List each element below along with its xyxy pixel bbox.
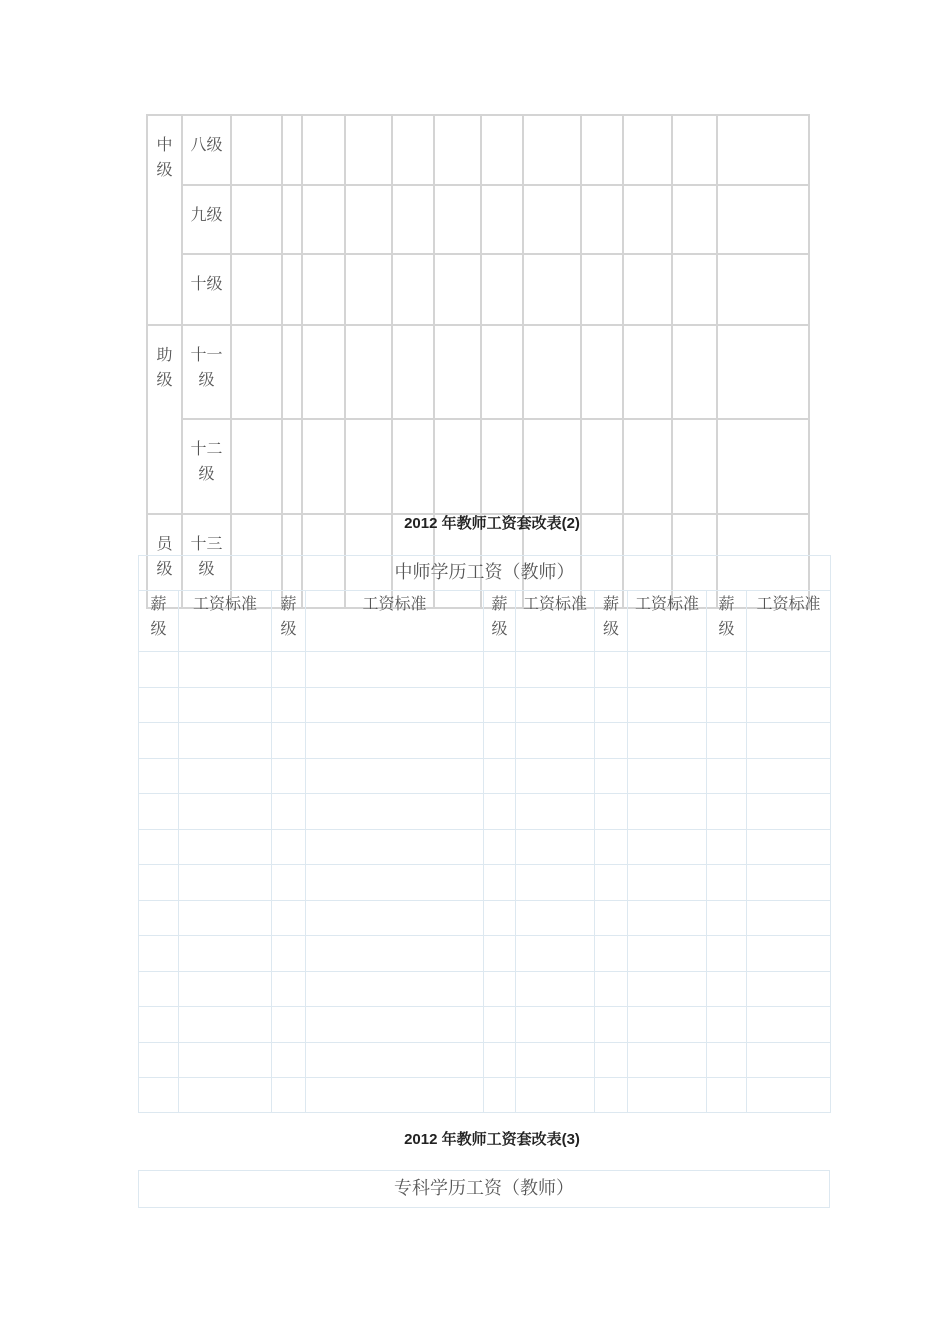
empty-cell: [179, 794, 272, 830]
grade-label: 八级: [190, 135, 223, 154]
empty-cell: [581, 115, 623, 185]
empty-cell: [272, 687, 306, 723]
empty-cell: [595, 865, 628, 901]
empty-cell: [484, 1007, 516, 1043]
empty-cell: [272, 652, 306, 688]
empty-cell: [139, 971, 179, 1007]
table-row: [139, 652, 831, 688]
empty-cell: [179, 1042, 272, 1078]
empty-cell: [272, 900, 306, 936]
empty-cell: [717, 115, 809, 185]
empty-cell: [231, 254, 282, 325]
category-label: 助级: [156, 345, 173, 389]
empty-cell: [628, 865, 707, 901]
empty-cell: [707, 971, 747, 1007]
empty-cell: [302, 325, 345, 419]
table-row: [139, 900, 831, 936]
empty-cell: [516, 1078, 595, 1113]
empty-cell: [302, 254, 345, 325]
empty-cell: [628, 1007, 707, 1043]
header-salary-grade: [707, 591, 747, 652]
header-salary-grade: [272, 591, 306, 652]
empty-cell: [747, 1007, 831, 1043]
table-row: [139, 829, 831, 865]
empty-cell: [179, 971, 272, 1007]
header-label: 薪级: [491, 594, 508, 638]
empty-cell: [717, 254, 809, 325]
empty-cell: [306, 687, 484, 723]
empty-cell: [306, 971, 484, 1007]
empty-cell: [672, 115, 717, 185]
grade-cell: [182, 254, 231, 325]
empty-cell: [139, 1042, 179, 1078]
empty-cell: [595, 652, 628, 688]
empty-cell: [581, 325, 623, 419]
grade-label: 九级: [190, 205, 223, 224]
table-row: [139, 865, 831, 901]
empty-cell: [484, 829, 516, 865]
header-label: 薪级: [150, 594, 167, 638]
empty-cell: [717, 419, 809, 514]
empty-cell: [484, 758, 516, 794]
empty-cell: [747, 865, 831, 901]
empty-cell: [179, 936, 272, 972]
empty-cell: [282, 254, 302, 325]
table-caption-3: 2012 年教师工资套改表(3): [404, 1131, 580, 1148]
grade-cell: [182, 419, 231, 514]
empty-cell: [595, 936, 628, 972]
empty-cell: [434, 185, 481, 254]
empty-cell: [481, 325, 523, 419]
empty-cell: [581, 254, 623, 325]
empty-cell: [231, 325, 282, 419]
empty-cell: [179, 900, 272, 936]
empty-cell: [623, 325, 672, 419]
empty-cell: [231, 185, 282, 254]
empty-cell: [595, 723, 628, 759]
empty-cell: [481, 115, 523, 185]
grade-label: 十一级: [190, 345, 223, 389]
empty-cell: [272, 1042, 306, 1078]
empty-cell: [747, 687, 831, 723]
salary-grade-table-continued: [146, 114, 810, 609]
empty-cell: [707, 1042, 747, 1078]
empty-cell: [628, 723, 707, 759]
table-row: [139, 1007, 831, 1043]
header-label: 薪级: [280, 594, 297, 638]
empty-cell: [306, 829, 484, 865]
grade-cell: [182, 185, 231, 254]
empty-cell: [516, 723, 595, 759]
table-row: [139, 687, 831, 723]
table-row: [139, 971, 831, 1007]
empty-cell: [484, 794, 516, 830]
empty-cell: [717, 185, 809, 254]
empty-cell: [747, 829, 831, 865]
empty-cell: [595, 1042, 628, 1078]
empty-cell: [392, 325, 434, 419]
header-salary-standard: [747, 591, 831, 652]
empty-cell: [523, 419, 581, 514]
empty-cell: [139, 1007, 179, 1043]
empty-cell: [484, 936, 516, 972]
empty-cell: [434, 419, 481, 514]
empty-cell: [672, 254, 717, 325]
empty-cell: [139, 687, 179, 723]
empty-cell: [484, 1078, 516, 1113]
table-row: [147, 254, 809, 325]
empty-cell: [623, 254, 672, 325]
empty-cell: [231, 419, 282, 514]
empty-cell: [139, 652, 179, 688]
empty-cell: [306, 865, 484, 901]
empty-cell: [516, 687, 595, 723]
empty-cell: [484, 971, 516, 1007]
empty-cell: [707, 794, 747, 830]
empty-cell: [623, 419, 672, 514]
empty-cell: [306, 1078, 484, 1113]
empty-cell: [581, 185, 623, 254]
empty-cell: [481, 254, 523, 325]
empty-cell: [345, 185, 392, 254]
table-title: 中师学历工资（教师）: [139, 556, 831, 591]
table-row: [139, 1042, 831, 1078]
header-salary-grade: [139, 591, 179, 652]
category-cell: [147, 115, 182, 325]
college-salary-table: [138, 1170, 830, 1208]
empty-cell: [595, 1007, 628, 1043]
empty-cell: [628, 687, 707, 723]
empty-cell: [139, 936, 179, 972]
header-salary-standard: [628, 591, 707, 652]
empty-cell: [747, 723, 831, 759]
empty-cell: [523, 254, 581, 325]
empty-cell: [272, 723, 306, 759]
empty-cell: [516, 794, 595, 830]
empty-cell: [523, 325, 581, 419]
table-row: [139, 794, 831, 830]
header-salary-standard: [179, 591, 272, 652]
category-cell: [147, 325, 182, 514]
empty-cell: [717, 325, 809, 419]
header-label: 工资标准: [634, 594, 699, 613]
empty-cell: [628, 652, 707, 688]
empty-cell: [392, 419, 434, 514]
empty-cell: [595, 829, 628, 865]
table-row: [139, 723, 831, 759]
empty-cell: [595, 794, 628, 830]
header-salary-standard: [306, 591, 484, 652]
empty-cell: [747, 758, 831, 794]
grade-label: 十级: [190, 274, 223, 293]
header-label: 薪级: [603, 594, 620, 638]
empty-cell: [345, 115, 392, 185]
empty-cell: [516, 758, 595, 794]
empty-cell: [516, 900, 595, 936]
empty-cell: [272, 758, 306, 794]
empty-cell: [392, 115, 434, 185]
empty-cell: [595, 971, 628, 1007]
empty-cell: [392, 185, 434, 254]
empty-cell: [306, 723, 484, 759]
empty-cell: [516, 652, 595, 688]
empty-cell: [306, 758, 484, 794]
table-title: 专科学历工资（教师）: [139, 1171, 830, 1208]
empty-cell: [306, 900, 484, 936]
empty-cell: [581, 419, 623, 514]
empty-cell: [672, 419, 717, 514]
header-label: 工资标准: [522, 594, 587, 613]
empty-cell: [628, 829, 707, 865]
empty-cell: [595, 900, 628, 936]
empty-cell: [707, 1078, 747, 1113]
empty-cell: [306, 1042, 484, 1078]
empty-cell: [707, 652, 747, 688]
empty-cell: [392, 254, 434, 325]
table-row: [139, 758, 831, 794]
empty-cell: [179, 723, 272, 759]
empty-cell: [306, 794, 484, 830]
empty-cell: [179, 687, 272, 723]
table-row: [147, 185, 809, 254]
empty-cell: [272, 829, 306, 865]
header-label: 工资标准: [756, 594, 821, 613]
empty-cell: [306, 1007, 484, 1043]
empty-cell: [516, 865, 595, 901]
empty-cell: [272, 1007, 306, 1043]
empty-cell: [139, 865, 179, 901]
empty-cell: [306, 936, 484, 972]
empty-cell: [707, 1007, 747, 1043]
empty-cell: [595, 687, 628, 723]
empty-cell: [523, 185, 581, 254]
empty-cell: [516, 1007, 595, 1043]
table-row: [147, 419, 809, 514]
empty-cell: [484, 865, 516, 901]
empty-cell: [747, 936, 831, 972]
empty-cell: [272, 865, 306, 901]
empty-cell: [179, 829, 272, 865]
empty-cell: [707, 829, 747, 865]
empty-cell: [747, 1042, 831, 1078]
empty-cell: [747, 1078, 831, 1113]
empty-cell: [623, 115, 672, 185]
empty-cell: [628, 758, 707, 794]
header-salary-standard: [516, 591, 595, 652]
grade-cell: [182, 325, 231, 419]
empty-cell: [282, 115, 302, 185]
empty-cell: [272, 936, 306, 972]
empty-cell: [747, 971, 831, 1007]
category-label: 中级: [156, 135, 173, 179]
empty-cell: [139, 900, 179, 936]
header-label: 工资标准: [362, 594, 427, 613]
empty-cell: [628, 900, 707, 936]
empty-cell: [707, 723, 747, 759]
empty-cell: [628, 1078, 707, 1113]
empty-cell: [516, 971, 595, 1007]
empty-cell: [179, 1007, 272, 1043]
empty-cell: [345, 325, 392, 419]
empty-cell: [302, 419, 345, 514]
empty-cell: [345, 254, 392, 325]
empty-cell: [623, 185, 672, 254]
empty-cell: [345, 419, 392, 514]
empty-cell: [272, 794, 306, 830]
empty-cell: [434, 115, 481, 185]
empty-cell: [628, 971, 707, 1007]
table-row: [147, 115, 809, 185]
empty-cell: [523, 115, 581, 185]
empty-cell: [595, 758, 628, 794]
empty-cell: [516, 829, 595, 865]
empty-cell: [628, 794, 707, 830]
header-label: 工资标准: [192, 594, 257, 613]
empty-cell: [707, 865, 747, 901]
table-row: [139, 1078, 831, 1113]
empty-cell: [707, 687, 747, 723]
secondary-normal-salary-table: [138, 555, 831, 1113]
empty-cell: [747, 900, 831, 936]
empty-cell: [179, 652, 272, 688]
empty-cell: [302, 185, 345, 254]
empty-cell: [139, 758, 179, 794]
empty-cell: [516, 1042, 595, 1078]
empty-cell: [302, 115, 345, 185]
empty-cell: [434, 254, 481, 325]
empty-cell: [282, 185, 302, 254]
grade-cell: [182, 115, 231, 185]
table-row: [147, 325, 809, 419]
grade-label: 十三级: [190, 534, 223, 578]
table-row: [139, 936, 831, 972]
empty-cell: [484, 1042, 516, 1078]
empty-cell: [747, 652, 831, 688]
empty-cell: [179, 865, 272, 901]
empty-cell: [434, 325, 481, 419]
empty-cell: [484, 652, 516, 688]
empty-cell: [628, 936, 707, 972]
empty-cell: [282, 419, 302, 514]
empty-cell: [179, 758, 272, 794]
empty-cell: [595, 1078, 628, 1113]
category-label: 员级: [156, 534, 173, 578]
empty-cell: [139, 1078, 179, 1113]
empty-cell: [139, 723, 179, 759]
empty-cell: [282, 325, 302, 419]
empty-cell: [306, 652, 484, 688]
header-salary-grade: [484, 591, 516, 652]
empty-cell: [484, 723, 516, 759]
empty-cell: [272, 971, 306, 1007]
empty-cell: [484, 687, 516, 723]
empty-cell: [179, 1078, 272, 1113]
table-caption-2: 2012 年教师工资套改表(2): [404, 515, 580, 532]
empty-cell: [231, 115, 282, 185]
empty-cell: [484, 900, 516, 936]
empty-cell: [672, 185, 717, 254]
empty-cell: [516, 936, 595, 972]
grade-label: 十二级: [190, 439, 223, 483]
empty-cell: [707, 758, 747, 794]
empty-cell: [628, 1042, 707, 1078]
header-label: 薪级: [718, 594, 735, 638]
header-salary-grade: [595, 591, 628, 652]
empty-cell: [707, 936, 747, 972]
empty-cell: [272, 1078, 306, 1113]
empty-cell: [672, 325, 717, 419]
empty-cell: [481, 419, 523, 514]
empty-cell: [707, 900, 747, 936]
empty-cell: [747, 794, 831, 830]
empty-cell: [481, 185, 523, 254]
empty-cell: [139, 794, 179, 830]
empty-cell: [139, 829, 179, 865]
